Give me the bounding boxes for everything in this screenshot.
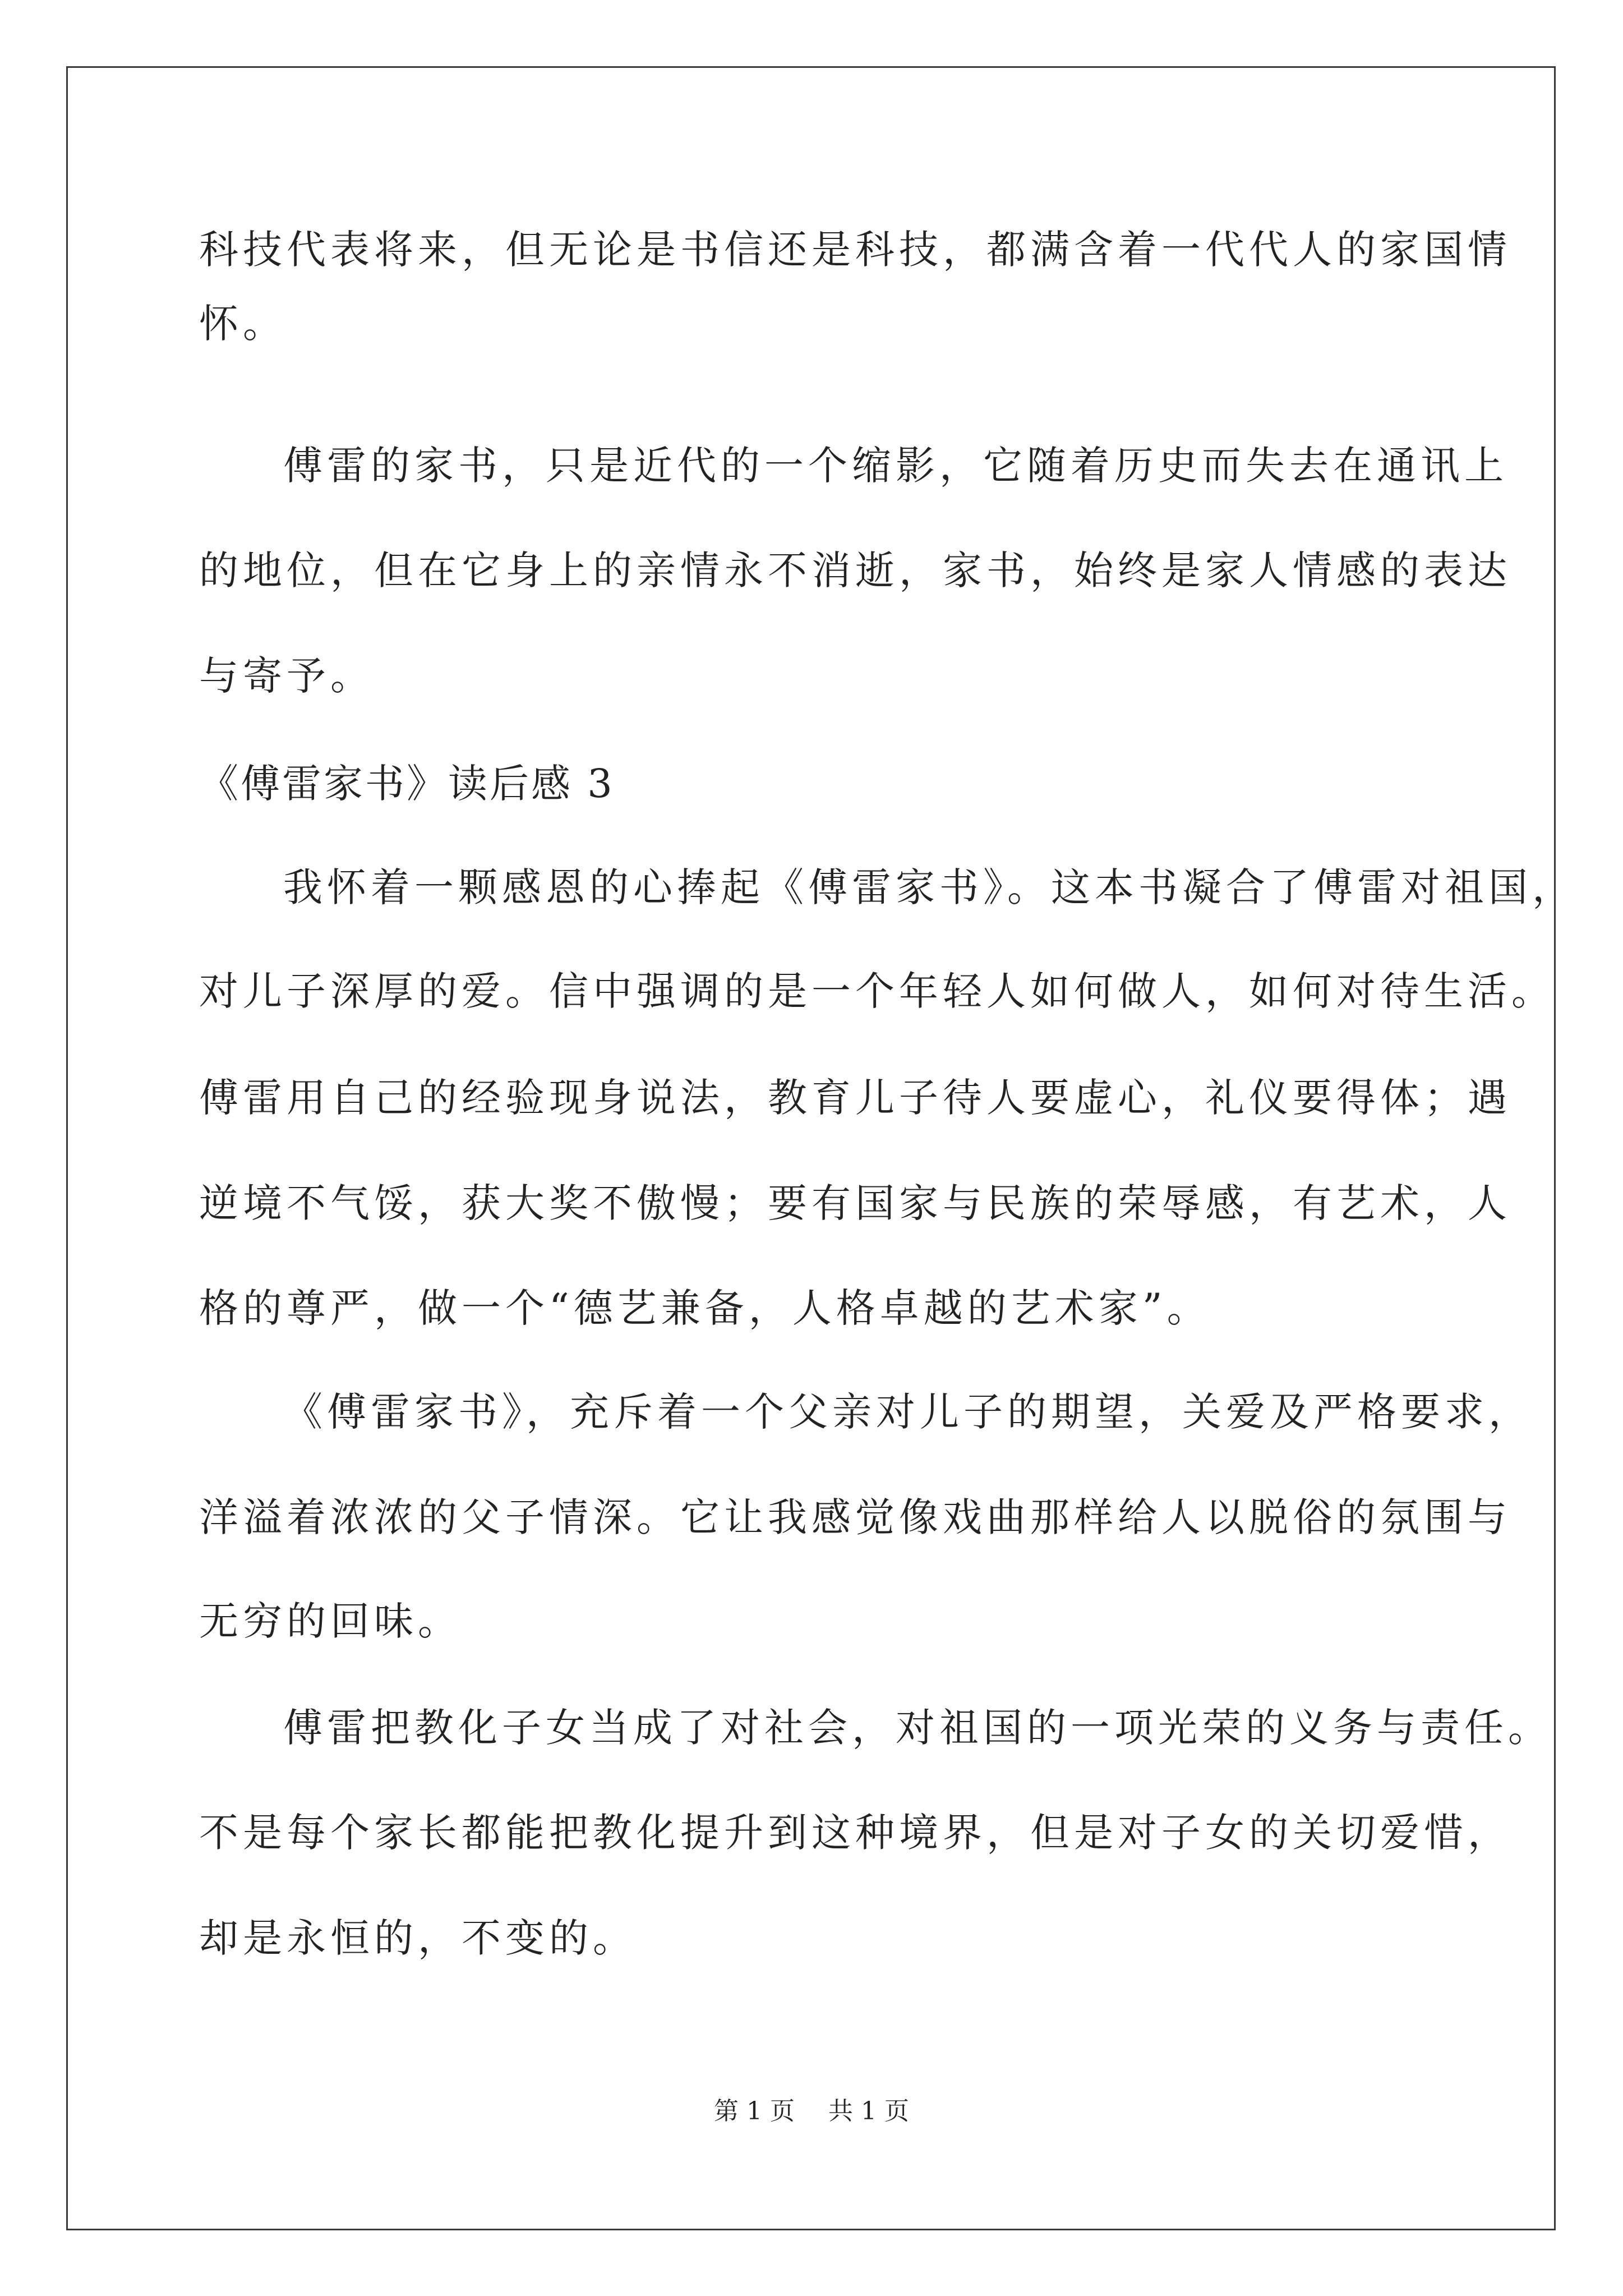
- text-line: 傅雷用自己的经验现身说法，教育儿子待人要虚心，礼仪要得体；遇: [199, 1075, 1511, 1121]
- page-border: [66, 66, 1556, 2230]
- section-heading: 《傅雷家书》读后感 3: [199, 761, 615, 807]
- text-line: 与寄予。: [199, 653, 374, 699]
- text-line: 却是永恒的，不变的。: [199, 1915, 637, 1961]
- text-line: 不是每个家长都能把教化提升到这种境界，但是对子女的关切爱惜，: [199, 1810, 1511, 1856]
- text-line: 格的尊严，做一个“德艺兼备，人格卓越的艺术家”。: [199, 1285, 1211, 1331]
- page-footer: [0, 2099, 1623, 2124]
- text-line: 洋溢着浓浓的父子情深。它让我感觉像戏曲那样给人以脱俗的氛围与: [199, 1494, 1511, 1540]
- paragraph-first-line: 《傅雷家书》，充斥着一个父亲对儿子的期望，关爱及严格要求，: [283, 1389, 1532, 1435]
- text-line: 怀。: [199, 301, 287, 347]
- text-line: 无穷的回味。: [199, 1598, 462, 1644]
- paragraph-first-line: 傅雷把教化子女当成了对社会，对祖国的一项光荣的义务与责任。: [283, 1705, 1552, 1751]
- text-line: 的地位，但在它身上的亲情永不消逝，家书，始终是家人情感的表达: [199, 547, 1511, 593]
- page-total: 共 1 页: [828, 2097, 909, 2125]
- paragraph-first-line: 我怀着一颗感恩的心捧起《傅雷家书》。这本书凝合了傅雷对祖国，: [283, 864, 1576, 910]
- paragraph-first-line: 傅雷的家书，只是近代的一个缩影，它随着历史而失去在通讯上: [283, 443, 1508, 489]
- text-line: 科技代表将来，但无论是书信还是科技，都满含着一代代人的家国情: [199, 227, 1511, 273]
- text-line: 逆境不气馁，获大奖不傲慢；要有国家与民族的荣辱感，有艺术，人: [199, 1180, 1511, 1226]
- page-number: 第 1 页: [714, 2097, 795, 2125]
- text-line: 对儿子深厚的爱。信中强调的是一个年轻人如何做人，如何对待生活。: [199, 968, 1555, 1014]
